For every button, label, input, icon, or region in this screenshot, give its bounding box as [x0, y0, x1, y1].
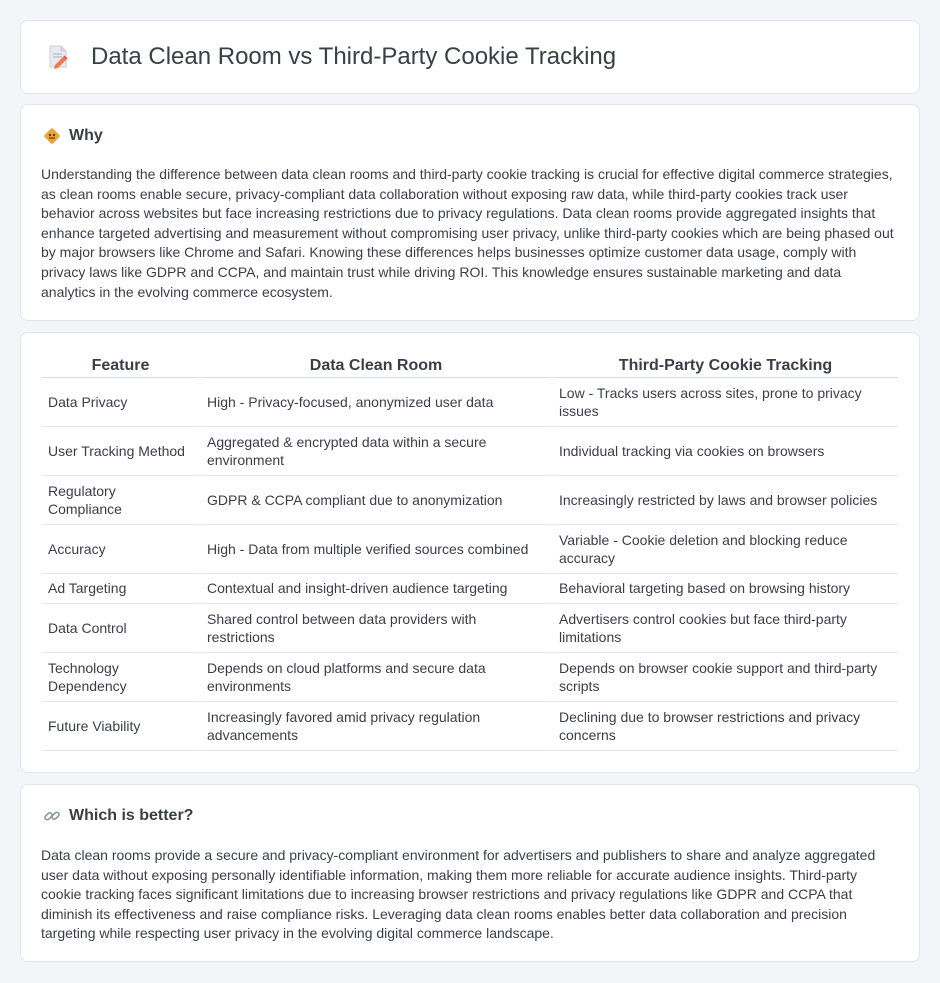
table-row	[42, 701, 898, 750]
why-text: Understanding the difference between data clean rooms and third-party cookie tracking is crucial for effective digital commerce strategies, as clean rooms enable secure, privacy-compliant data collaboration without exposing raw data, while third-party cookies track user behavior across websites but face increasing restrictions due to privacy regulations. Data clean rooms provide aggregated insights that enhance targeted advertising and measurement without compromising user privacy, unlike third-party cookies which are being phased out by major browsers like Chrome and Safari. Knowing these differences helps businesses optimize customer data usage, comply with privacy laws like GDPR and CCPA, and maintain trust while driving ROI. This knowledge ensures sustainable marketing and data analytics in the evolving commerce ecosystem.	[41, 166, 894, 300]
cookie-cell: Increasingly restricted by laws and browser policies	[552, 475, 898, 524]
feature-cell: Data Privacy	[42, 377, 200, 426]
table-header-row	[42, 355, 898, 377]
better-heading: Which is better?	[69, 807, 194, 824]
clean-room-cell: Aggregated & encrypted data within a secure environment	[200, 426, 552, 475]
document-edit-icon	[47, 45, 69, 69]
header-third-party-cookie: Third-Party Cookie Tracking	[552, 355, 898, 377]
cookie-cell: Advertisers control cookies but face third-party limitations	[552, 603, 898, 652]
clean-room-cell: GDPR & CCPA compliant due to anonymization	[200, 475, 552, 524]
clean-room-cell: High - Data from multiple verified sources combined	[200, 524, 552, 573]
table-row	[42, 475, 898, 524]
feature-cell: User Tracking Method	[42, 426, 200, 475]
cookie-cell: Declining due to browser restrictions and privacy concerns	[552, 701, 898, 750]
table-row	[42, 603, 898, 652]
clean-room-cell: Contextual and insight-driven audience targeting	[200, 573, 552, 603]
better-header	[43, 807, 193, 825]
title-card	[20, 20, 920, 94]
feature-cell: Regulatory Compliance	[42, 475, 200, 524]
cookie-cell: Low - Tracks users across sites, prone to privacy issues	[552, 377, 898, 426]
better-card	[20, 784, 920, 962]
feature-cell: Accuracy	[42, 524, 200, 573]
feature-cell: Technology Dependency	[42, 652, 200, 701]
table-row	[42, 426, 898, 475]
header-feature: Feature	[42, 355, 200, 377]
cookie-cell: Variable - Cookie deletion and blocking reduce accuracy	[552, 524, 898, 573]
cookie-cell: Behavioral targeting based on browsing history	[552, 573, 898, 603]
table-row	[42, 573, 898, 603]
clean-room-cell: High - Privacy-focused, anonymized user data	[200, 377, 552, 426]
comparison-card	[20, 332, 920, 773]
why-heading: Why	[69, 127, 103, 144]
table-row	[42, 524, 898, 573]
feature-cell: Ad Targeting	[42, 573, 200, 603]
link-icon	[43, 807, 61, 825]
why-header	[43, 127, 103, 145]
table-row	[42, 652, 898, 701]
clean-room-cell: Increasingly favored amid privacy regulation advancements	[200, 701, 552, 750]
comparison-table	[42, 355, 898, 751]
why-card	[20, 104, 920, 321]
feature-cell: Data Control	[42, 603, 200, 652]
better-text: Data clean rooms provide a secure and privacy-compliant environment for advertisers and publishers to share and analyze aggregated user data without exposing personally identifiable information, making them more reliable for accurate audience insights. Third-party cookie tracking faces significant limitations due to increasing browser restrictions and privacy regulations like GDPR and CCPA that diminish its effectiveness and raise compliance risks. Leveraging data clean rooms enables better data collaboration and precision targeting while respecting user privacy in the evolving digital commerce landscape.	[41, 847, 876, 942]
warning-sign-icon	[43, 127, 61, 145]
title-row	[47, 43, 616, 71]
feature-cell: Future Viability	[42, 701, 200, 750]
cookie-cell: Depends on browser cookie support and third-party scripts	[552, 652, 898, 701]
cookie-cell: Individual tracking via cookies on browsers	[552, 426, 898, 475]
clean-room-cell: Depends on cloud platforms and secure data environments	[200, 652, 552, 701]
table-row	[42, 377, 898, 426]
header-data-clean-room: Data Clean Room	[200, 355, 552, 377]
page-title: Data Clean Room vs Third-Party Cookie Tracking	[91, 43, 617, 70]
clean-room-cell: Shared control between data providers with restrictions	[200, 603, 552, 652]
